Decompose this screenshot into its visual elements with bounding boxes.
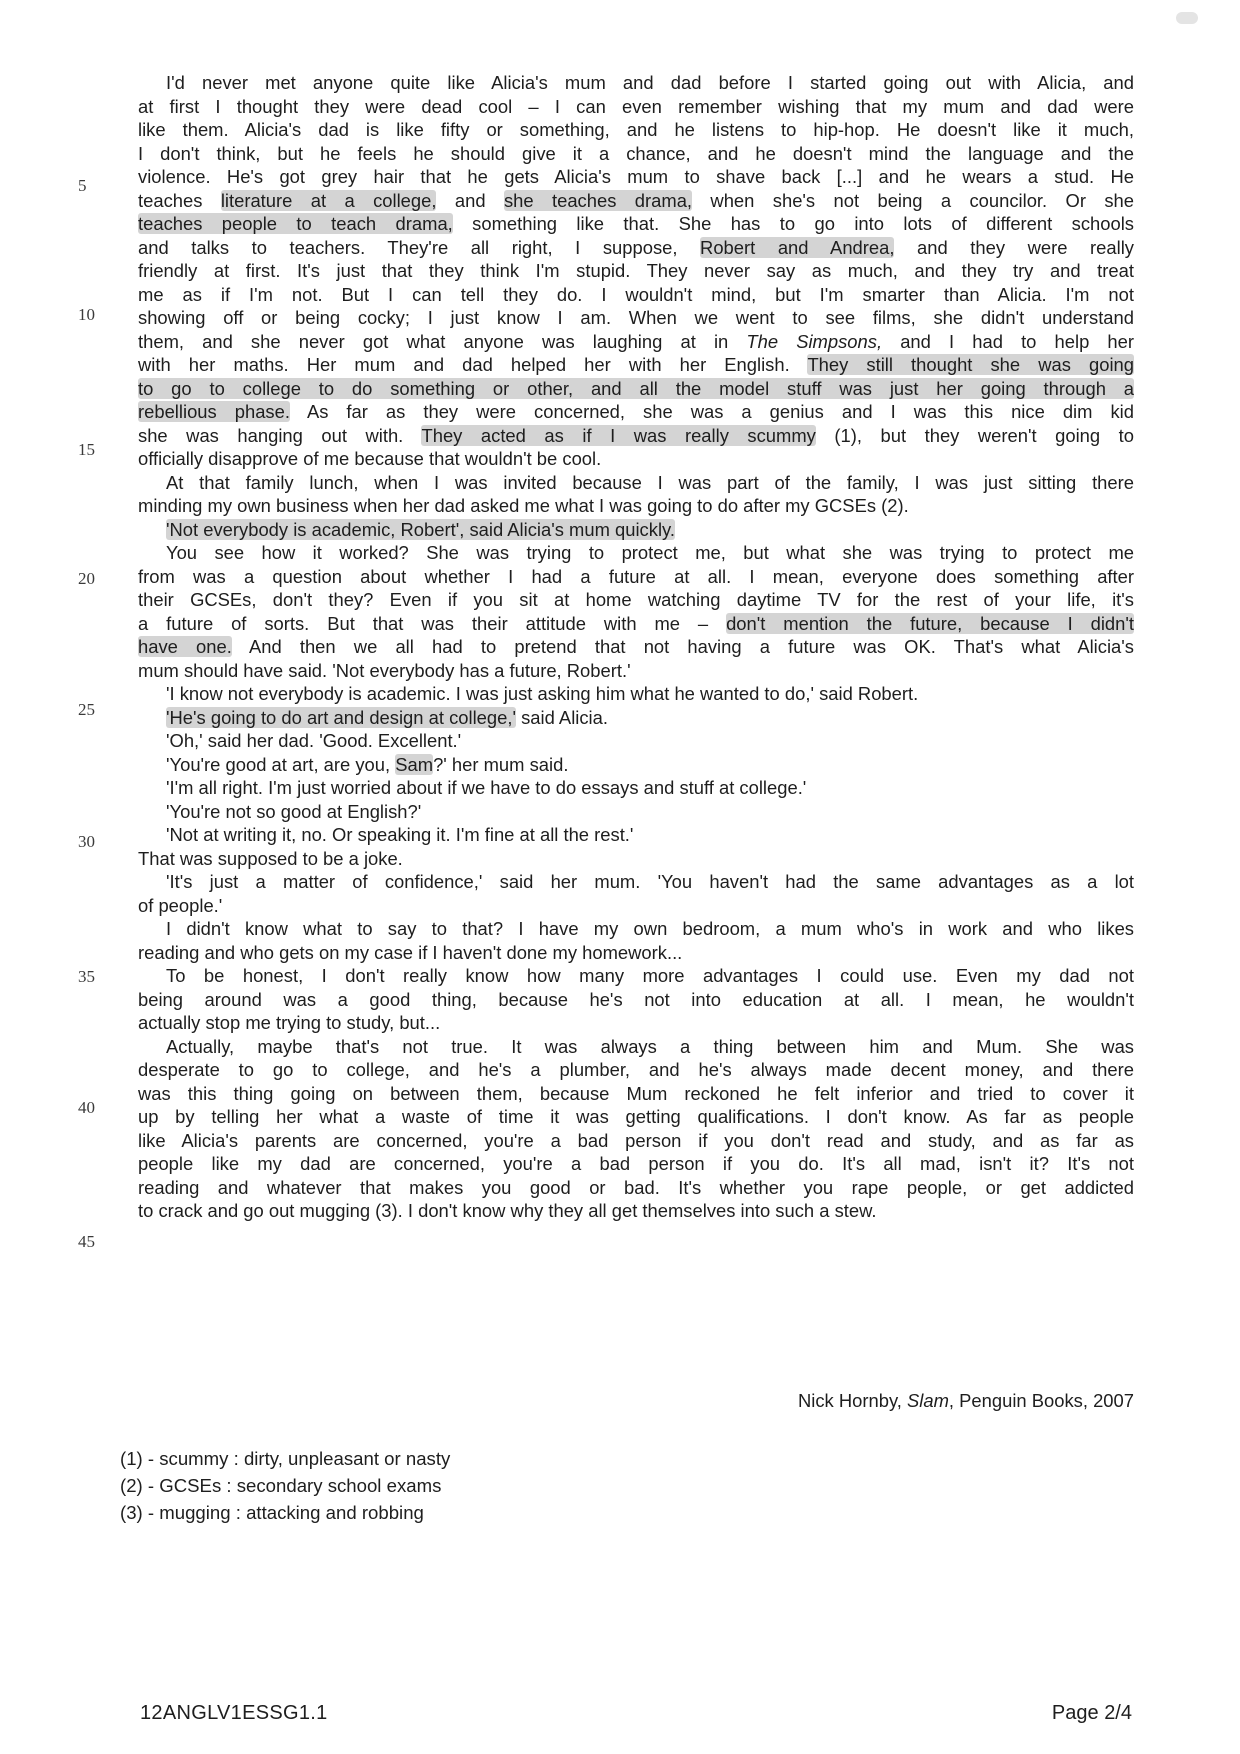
passage-line: officially disapprove of me because that wouldn't be cool. [138,448,602,469]
passage-line: I don't think, but he feels he should give it a chance, and he doesn't mind the language and the [138,142,1134,164]
highlight: Robert and Andrea, [700,236,895,258]
passage-line: reading and who gets on my case if I haven't done my homework... [138,941,683,963]
passage-line: minding my own business when her dad asked me what I was going to do after my GCSEs (2). [138,495,909,516]
passage-line: mum should have said. 'Not everybody has a future, Robert.' [138,659,631,681]
passage-line: actually stop me trying to study, but... [138,1012,441,1033]
passage-line: have one. And then we all had to pretend that not having a future was OK. That's what Alicia's [138,636,1134,657]
glossary [120,1445,450,1526]
passage-line: I'd never met anyone quite like Alicia's mum and dad before I started going out with Alicia, and [166,72,1134,93]
glossary-item: (2) - GCSEs : secondary school exams [120,1475,442,1496]
line-number: 5 [78,176,87,195]
line-number: 35 [78,967,95,986]
line-number: 40 [78,1098,95,1117]
passage-line: 'I'm all right. I'm just worried about if we have to do essays and stuff at college.' [166,777,807,798]
passage-line: with her maths. Her mum and dad helped her with her English. They still thought she was going [138,354,1134,375]
scan-mark [1176,12,1198,24]
passage-line: she was hanging out with. They acted as if I was really scummy (1), but they weren't going to [138,424,1134,446]
passage-line: desperate to go to college, and he's a plumber, and he's always made decent money, and there [138,1059,1134,1080]
passage-line: to crack and go out mugging (3). I don't know why they all get themselves into such a stew. [138,1200,877,1221]
line-number: 15 [78,440,95,459]
passage-line: a future of sorts. But that was their attitude with me – don't mention the future, because I didn't [138,612,1134,634]
passage-line: like Alicia's parents are concerned, you're a bad person if you don't read and study, and as far as [138,1129,1134,1151]
passage-line: from was a question about whether I had a future at all. I mean, everyone does something after [138,565,1134,587]
page-number: Page 2/4 [1051,1702,1132,1724]
passage-line: I didn't know what to say to that? I have my own bedroom, a mum who's in work and who likes [166,918,1134,939]
line-number: 30 [78,832,95,851]
passage-line: 'You're not so good at English?' [166,800,422,822]
glossary-item: (3) - mugging : attacking and robbing [120,1502,424,1523]
highlight: 'Not everybody is academic, Robert', said Alicia's mum quickly. [166,518,675,540]
highlight: rebellious phase. [138,401,290,422]
passage-line: friendly at first. It's just that they think I'm stupid. They never say as much, and they try and treat [138,260,1134,281]
highlight: literature at a college, [220,189,437,211]
passage-line: 'He's going to do art and design at college,' said Alicia. [166,706,608,728]
highlight: They acted as if I was really scummy [421,424,816,446]
passage-line: Actually, maybe that's not true. It was always a thing between him and Mum. She was [166,1035,1134,1057]
glossary-item: (1) - scummy : dirty, unpleasant or nasty [120,1448,451,1469]
passage-line: That was supposed to be a joke. [138,847,403,869]
highlight: she teaches drama, [503,189,693,211]
highlight: 'He's going to do art and design at college,' [166,706,516,728]
passage-line [138,376,1134,401]
passage-line: 'Not at writing it, no. Or speaking it. I'm fine at all the rest.' [166,824,634,845]
passage-line: 'Oh,' said her dad. 'Good. Excellent.' [166,730,462,751]
passage-line: at first I thought they were dead cool – I can even remember wishing that my mum and dad were [138,95,1134,117]
passage-line: You see how it worked? She was trying to protect me, but what she was trying to protect me [166,542,1134,563]
passage-line: them, and she never got what anyone was laughing at in The Simpsons, and I had to help her [138,330,1135,352]
passage-line: 'I know not everybody is academic. I was just asking him what he wanted to do,' said Robert. [166,683,919,704]
passage-line: teaches people to teach drama, something like that. She has to go into lots of different schools [138,213,1134,234]
passage-line: At that family lunch, when I was invited because I was part of the family, I was just sitting there [166,471,1134,493]
passage-line: 'You're good at art, are you, Sam?' her mum said. [166,753,569,775]
passage-line: and talks to teachers. They're all right, I suppose, Robert and Andrea, and they were really [138,236,1134,258]
line-number: 45 [78,1232,95,1251]
passage-line: people like my dad are concerned, you're a bad person if you do. It's all mad, isn't it? It's not [138,1153,1134,1174]
source-citation: Nick Hornby, Slam, Penguin Books, 2007 [798,1390,1134,1411]
passage-line: up by telling her what a waste of time it was getting qualifications. I don't know. As far as people [138,1106,1134,1127]
passage-line: of people.' [138,894,223,916]
highlight: They still thought she was going [807,354,1134,375]
passage-line: showing off or being cocky; I just know I am. When we went to see films, she didn't understand [138,307,1134,328]
passage-line: violence. He's got grey hair that he gets Alicia's mum to shave back [...] and he wears a stud. He [138,166,1134,187]
passage-line: like them. Alicia's dad is like fifty or something, and he listens to hip-hop. He doesn't like it much, [138,119,1134,140]
passage-line: being around was a good thing, because he's not into education at all. I mean, he wouldn't [138,988,1134,1010]
passage-line: reading and whatever that makes you good or bad. It's whether you rape people, or get addicted [138,1176,1134,1198]
highlight: teaches people to teach drama, [138,213,453,234]
highlight: Sam [395,753,434,775]
line-number: 20 [78,569,95,588]
passage-line: teaches literature at a college, and she teaches drama, when she's not being a councilor. Or she [138,189,1135,211]
passage-line: To be honest, I don't really know how many more advantages I could use. Even my dad not [166,965,1134,986]
line-number: 10 [78,305,95,324]
passage-line: their GCSEs, don't they? Even if you sit at home watching daytime TV for the rest of your life, it's [138,589,1134,610]
passage-line: was this thing going on between them, because Mum reckoned he felt inferior and tried to cover it [138,1082,1134,1104]
highlight: to go to college to do something or other, and all the model stuff was just her going through a [138,377,1134,399]
highlight: don't mention the future, because I didn't [726,612,1134,634]
highlight: have one. [138,636,232,657]
passage-line: rebellious phase. As far as they were concerned, she was a genius and I was this nice dim kid [138,401,1134,422]
passage-line: 'It's just a matter of confidence,' said her mum. 'You haven't had the same advantages as a lot [166,871,1134,892]
passage-line: me as if I'm not. But I can tell they do. I wouldn't mind, but I'm smarter than Alicia. I'm not [138,283,1134,305]
line-number: 25 [78,700,95,719]
exam-code: 12ANGLV1ESSG1.1 [140,1702,328,1724]
passage-line [138,517,1134,542]
